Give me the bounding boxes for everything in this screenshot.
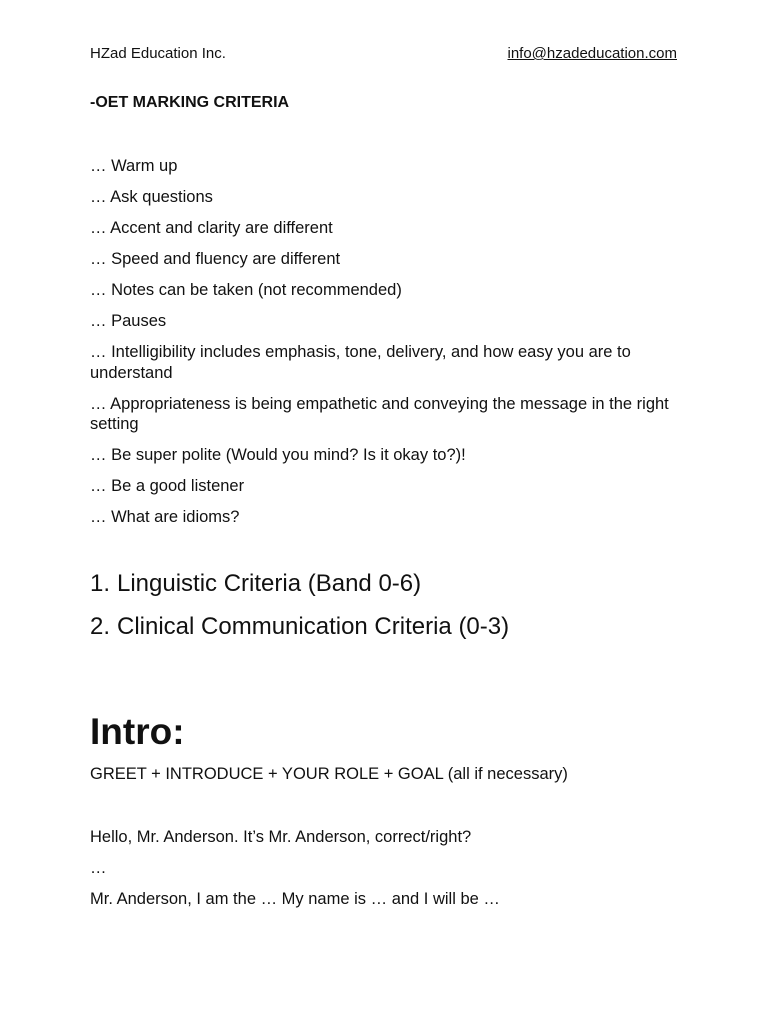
tip-item: … Ask questions [90, 188, 213, 206]
dialog-line: Hello, Mr. Anderson. It’s Mr. Anderson, correct/right? [90, 828, 472, 846]
section-heading: -OET MARKING CRITERIA [90, 94, 290, 111]
tip-item: … Appropriateness is being empathetic and conveying the message in the right setting [90, 394, 669, 433]
intro-formula: GREET + INTRODUCE + YOUR ROLE + GOAL (all if necessary) [90, 765, 568, 783]
tip-item: … Be super polite (Would you mind? Is it okay to?)! [90, 446, 466, 464]
intro-heading: Intro: [90, 711, 185, 752]
intro-dialog [90, 827, 500, 920]
tip-item: … Pauses [90, 312, 167, 330]
tip-item: … Notes can be taken (not recommended) [90, 281, 402, 299]
tip-item: … Be a good listener [90, 477, 245, 495]
tip-item: … Warm up [90, 157, 178, 175]
tip-item: … Speed and fluency are different [90, 250, 341, 268]
criteria-text: Clinical Communication Criteria (0-3) [117, 613, 510, 640]
criteria-list [90, 570, 509, 656]
tip-item: … What are idioms? [90, 508, 240, 526]
criteria-number: 1. [90, 570, 111, 597]
criteria-number: 2. [90, 613, 111, 640]
criteria-item [90, 613, 509, 641]
tip-item: … Accent and clarity are different [90, 219, 333, 237]
tip-item: … Intelligibility includes emphasis, tone, delivery, and how easy you are to understand [90, 343, 631, 382]
tips-list [90, 156, 690, 538]
dialog-line: Mr. Anderson, I am the … My name is … and I will be … [90, 890, 500, 908]
criteria-item [90, 570, 509, 598]
email-link[interactable]: info@hzadeducation.com [507, 45, 677, 62]
dialog-line: … [90, 859, 107, 877]
company-name: HZad Education Inc. [90, 45, 226, 62]
criteria-text: Linguistic Criteria (Band 0-6) [117, 570, 422, 597]
